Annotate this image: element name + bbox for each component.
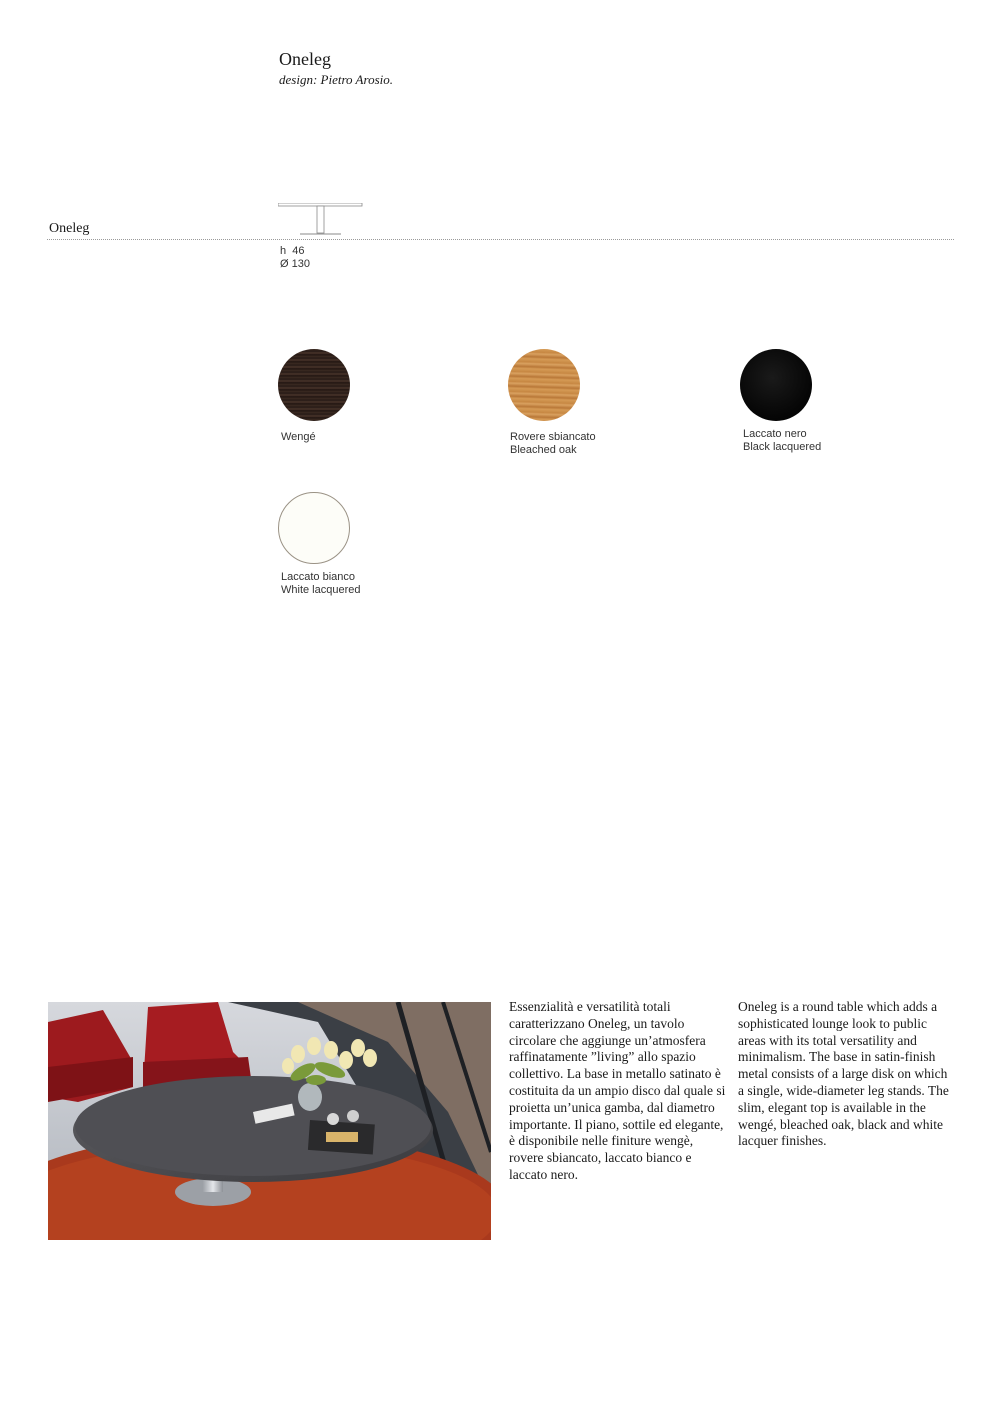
finish-label-oak: Rovere sbiancato Bleached oak bbox=[510, 431, 596, 456]
product-photo bbox=[48, 1002, 491, 1240]
section-divider bbox=[47, 239, 954, 240]
white-lacquer-swatch bbox=[278, 492, 350, 564]
table-elevation-icon bbox=[278, 203, 364, 237]
designer-credit: design: Pietro Arosio. bbox=[279, 72, 393, 87]
dimensions bbox=[280, 245, 310, 271]
finish-label-white: Laccato bianco White lacquered bbox=[281, 571, 361, 596]
black-lacquer-swatch bbox=[740, 349, 812, 421]
finish-label-wenge: Wengé bbox=[281, 431, 316, 443]
description-italian: Essenzialità e versatilità totali caratterizzano Oneleg, un tavolo circolare che aggiunge un’atmosfera raffinatamente ”living” allo spazio collettivo. La base in metallo satinato è costituita da un ampio disco dal quale si proietta un’unica gamba, dal diametro importante. Il piano, sottile ed elegante, è disponibile nelle finiture wengè, rovere sbiancato, laccato bianco e laccato nero. bbox=[509, 999, 726, 1182]
wenge-wood-swatch bbox=[278, 349, 350, 421]
diameter-dimension: Ø 130 bbox=[280, 258, 310, 270]
product-title: Oneleg bbox=[279, 49, 331, 69]
product-row-label: Oneleg bbox=[49, 221, 90, 236]
finish-label-black: Laccato nero Black lacquered bbox=[743, 428, 822, 453]
bleached-oak-swatch bbox=[508, 349, 580, 421]
height-dimension: h 46 bbox=[280, 245, 305, 257]
description-english: Oneleg is a round table which adds a sophisticated lounge look to public areas with its total versatility and minimalism. The base in satin-finish metal consists of a large disk on which a single, wide-diameter leg stands. The slim, elegant top is available in the wengé, bleached oak, black and white lacquer finishes. bbox=[738, 999, 949, 1149]
